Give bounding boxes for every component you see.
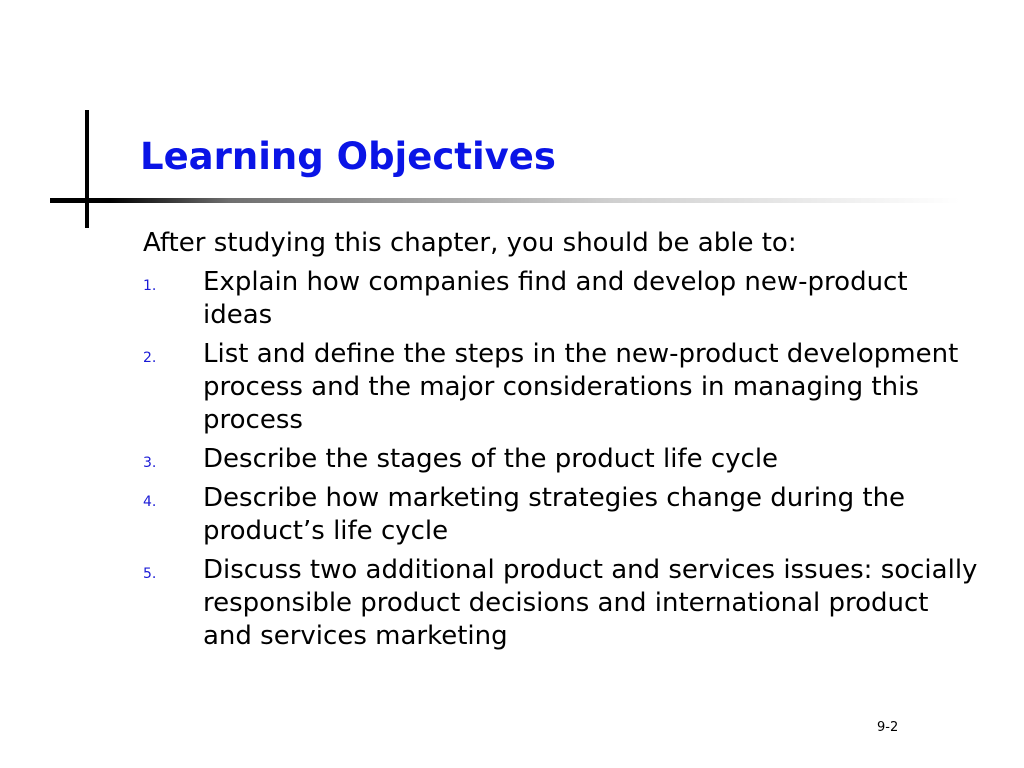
objective-number: 4. — [143, 494, 157, 510]
slide-number: 9-2 — [877, 720, 899, 735]
objective-item-5 — [143, 554, 983, 653]
objective-number: 5. — [143, 566, 157, 582]
objective-text: Describe the stages of the product life cycle — [203, 444, 779, 474]
objective-item-4 — [143, 482, 983, 548]
title-vertical-rule — [85, 110, 89, 228]
objective-number: 1. — [143, 278, 157, 294]
objective-text: List and define the steps in the new-product development process and the major considerations in managing this process — [203, 339, 959, 435]
objective-number: 2. — [143, 350, 157, 366]
objective-text: Explain how companies find and develop new-product ideas — [203, 267, 908, 330]
objective-item-1 — [143, 266, 983, 332]
intro-text: After studying this chapter, you should be able to: — [143, 228, 797, 258]
objective-text: Describe how marketing strategies change during the product’s life cycle — [203, 483, 906, 546]
objectives-list — [143, 266, 983, 659]
title-horizontal-rule — [50, 198, 960, 203]
objective-item-3 — [143, 443, 983, 476]
objective-item-2 — [143, 338, 983, 437]
slide-title: Learning Objectives — [140, 135, 556, 178]
objective-text: Discuss two additional product and services issues: socially responsible product decisions and international product and services marketing — [203, 555, 978, 651]
objective-number: 3. — [143, 455, 157, 471]
